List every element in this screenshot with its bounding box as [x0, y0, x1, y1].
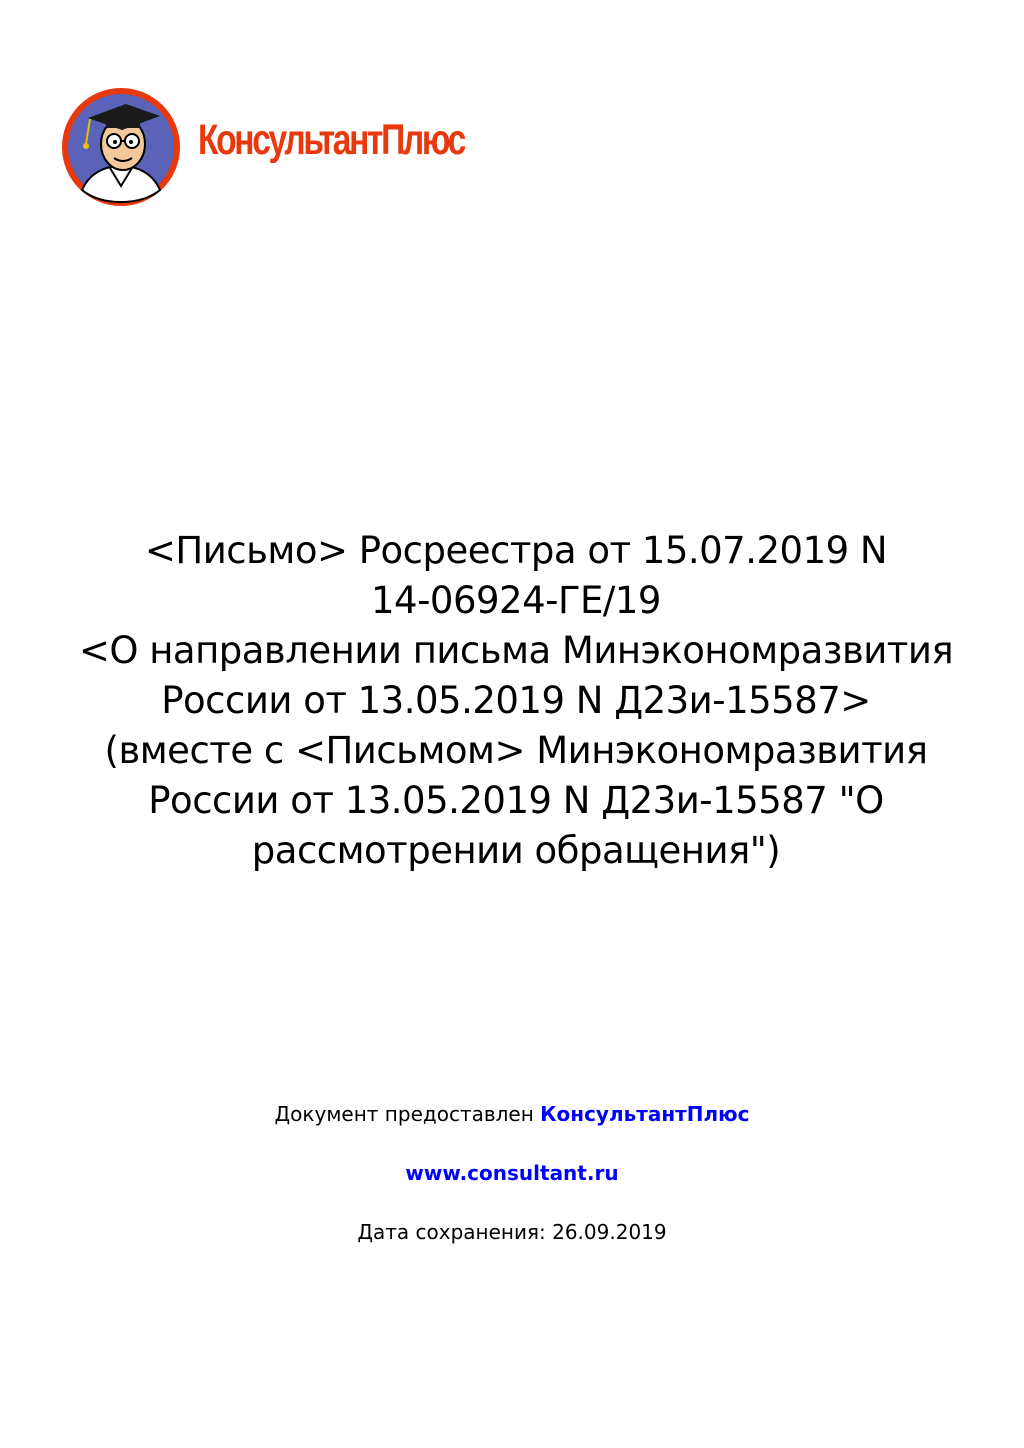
saved-label: Дата сохранения:: [357, 1220, 546, 1244]
title-line: <О направлении письма Минэкономразвития: [78, 629, 954, 672]
provided-by-line: [0, 1102, 1024, 1126]
logo-wordmark: КонсультантПлюс: [198, 116, 464, 164]
consultant-link[interactable]: КонсультантПлюс: [540, 1102, 750, 1126]
website-link[interactable]: www.consultant.ru: [405, 1161, 619, 1185]
title-line: рассмотрении обращения"): [251, 829, 781, 872]
title-line: (вместе с <Письмом> Минэкономразвития: [104, 729, 928, 772]
provided-label: Документ предоставлен: [274, 1102, 534, 1126]
saved-date: 26.09.2019: [552, 1220, 667, 1244]
title-line: России от 13.05.2019 N Д23и-15587>: [161, 679, 871, 722]
saved-date-line: [0, 1220, 1024, 1244]
consultant-logo: [60, 86, 600, 208]
title-line: 14-06924-ГЕ/19: [371, 579, 661, 622]
professor-mascot-icon: [60, 86, 182, 208]
title-line: <Письмо> Росреестра от 15.07.2019 N: [144, 529, 888, 572]
document-title: [60, 526, 972, 876]
website-line: [0, 1161, 1024, 1185]
title-line: России от 13.05.2019 N Д23и-15587 "О: [148, 779, 884, 822]
